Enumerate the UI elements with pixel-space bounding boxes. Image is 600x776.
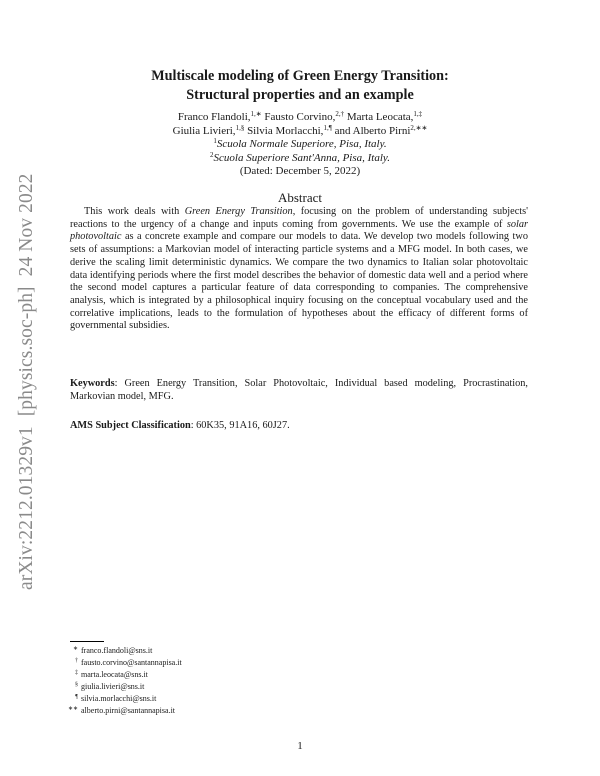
- footnote-email: † fausto.corvino@santannapisa.it: [75, 658, 182, 667]
- author-name: Silvia Morlacchi,: [247, 125, 324, 137]
- affiliation: [0, 152, 600, 166]
- author-mark: 1,∗: [250, 110, 262, 118]
- abstract-heading: Abstract: [277, 190, 323, 205]
- page-number: 1: [297, 740, 303, 752]
- author-mark: 1,§: [235, 124, 245, 132]
- author-mark: 2,†: [335, 110, 345, 118]
- footnote-email: ¶ silvia.morlacchi@sns.it: [75, 694, 157, 703]
- title-line-1: Multiscale modeling of Green Energy Transition:: [151, 68, 449, 84]
- abstract-body: [70, 206, 528, 333]
- footnote-email-link[interactable]: giulia.livieri@sns.it: [81, 682, 145, 691]
- date-line: (Dated: December 5, 2022): [239, 165, 361, 177]
- abstract-emphasis: solar photovoltaic: [70, 218, 528, 243]
- author-mark: 1,¶: [323, 124, 332, 132]
- keywords: [70, 378, 528, 403]
- affiliation-mark: 1: [213, 137, 217, 145]
- author-name: Giulia Livieri,: [172, 125, 236, 137]
- abstract-text: This work deals with: [84, 206, 185, 217]
- footnote-email-link[interactable]: alberto.pirni@santannapisa.it: [81, 706, 176, 715]
- affiliations: [0, 138, 600, 179]
- author-line-2: [0, 124, 600, 138]
- author-mark: 1,‡: [413, 110, 423, 118]
- footnote-email: ∗ franco.flandoli@sns.it: [72, 646, 153, 655]
- author-list: [0, 110, 600, 138]
- footnote-email-link[interactable]: marta.leocata@sns.it: [81, 670, 148, 679]
- arxiv-identifier-stamp: arXiv:2212.01329v1 [physics.soc-ph] 24 Nov 2022: [16, 173, 37, 590]
- affiliation-mark: 2: [210, 150, 214, 159]
- affiliation-text: Scuola Superiore Sant'Anna, Pisa, Italy.: [213, 151, 390, 164]
- footnote-email-link[interactable]: silvia.morlacchi@sns.it: [81, 694, 157, 703]
- footnote-email-link[interactable]: fausto.corvino@santannapisa.it: [81, 658, 182, 667]
- footnote-rule: [70, 641, 104, 642]
- abstract-text: as a concrete example and compare our models to data. We develop two models following two sets of assumptions: a Markovian model of interacting particle systems and a MFG model. In both cases, we derive the scaling limit deterministic dynamics. We compare the two dynamics to Italian solar photovoltaic data identifying periods where the first model describes the behavior of domestic data well and a period where the second model captures a particular feature of data corresponding to companies. The comprehensive analysis, which is integrated by a philosophical inquiry focusing on the conceptual vocabulary used and the correlative implications, leads to the formulation of hypotheses about the efficacy of different forms of governmental subsidies.: [70, 231, 528, 332]
- author-name: Franco Flandoli,: [177, 111, 251, 123]
- abstract-emphasis: Green Energy Transition: [184, 206, 293, 217]
- footnote-email: ‡ marta.leocata@sns.it: [75, 670, 148, 679]
- footnotes: [66, 645, 366, 717]
- affiliation: [0, 138, 600, 152]
- ams-text: : 60K35, 91A16, 60J27.: [190, 420, 290, 431]
- author-name: and Alberto Pirni: [334, 125, 411, 137]
- affiliation-text: Scuola Normale Superiore, Pisa, Italy.: [216, 138, 387, 150]
- keywords-text: : Green Energy Transition, Solar Photovoltaic, Individual based modeling, Procrastination, Markovian model, MFG.: [70, 378, 528, 402]
- footnote-email-link[interactable]: franco.flandoli@sns.it: [81, 646, 153, 655]
- keywords-label: Keywords: [70, 378, 115, 389]
- author-line-1: [0, 110, 600, 124]
- paper-title: [0, 67, 600, 105]
- title-line-2: Structural properties and an example: [186, 87, 414, 103]
- abstract-text: , focusing on the problem of understanding subjects' reactions to the urgency of a change and inputs coming from governments. We use the example of: [70, 206, 528, 230]
- ams-label: AMS Subject Classification: [70, 420, 191, 431]
- author-mark: 2,∗∗: [410, 124, 428, 132]
- author-name: Fausto Corvino,: [264, 111, 336, 123]
- footnote-email: ∗∗ alberto.pirni@santannapisa.it: [67, 706, 176, 715]
- footnote-email: § giulia.livieri@sns.it: [75, 682, 145, 691]
- author-name: Marta Leocata,: [346, 111, 414, 123]
- ams-classification: [70, 420, 528, 433]
